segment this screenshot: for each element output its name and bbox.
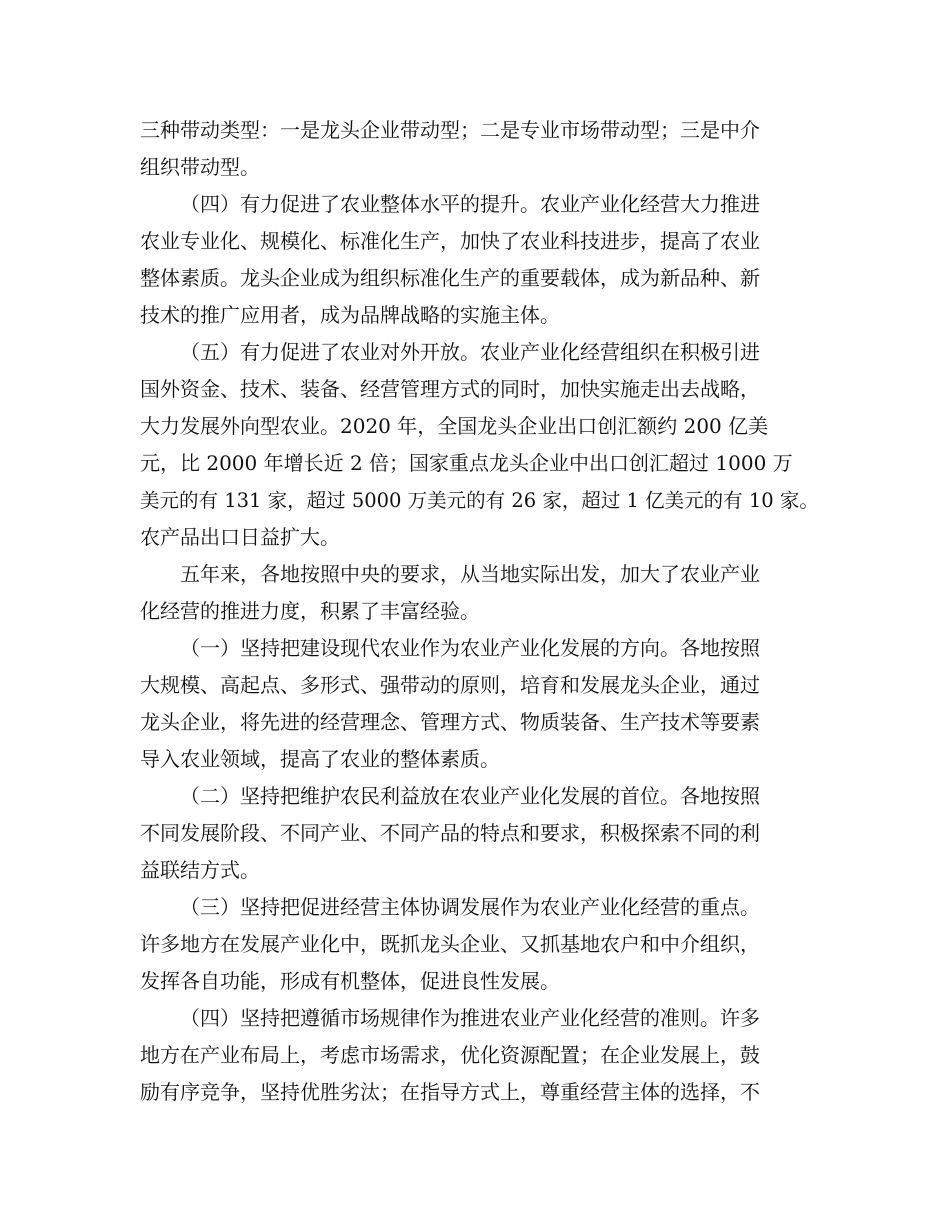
text-line: 五年来，各地按照中央的要求，从当地实际出发，加大了农业产业 (180, 562, 760, 586)
text-line: 农业专业化、规模化、标准化生产，加快了农业科技进步，提高了农业 (140, 229, 760, 253)
document-body (140, 112, 820, 1111)
text-line: （二）坚持把维护农民利益放在农业产业化发展的首位。各地按照 (180, 784, 760, 808)
text-line: 国外资金、技术、装备、经营管理方式的同时，加快实施走出去战略， (140, 377, 760, 401)
text-line: （三）坚持把促进经营主体协调发展作为农业产业化经营的重点。 (180, 895, 760, 919)
text-line: 发挥各自功能，形成有机整体，促进良性发展。 (140, 969, 560, 993)
text-line: 美元的有 131 家，超过 5000 万美元的有 26 家，超过 1 亿美元的有 10 家。 (140, 489, 819, 512)
text-line: 导入农业领域，提高了农业的整体素质。 (140, 747, 500, 771)
text-line: 大力发展外向型农业。2020 年，全国龙头企业出口创汇额约 200 亿美 (140, 414, 769, 438)
text-line: 益联结方式。 (140, 858, 260, 882)
text-line: 龙头企业，将先进的经营理念、管理方式、物质装备、生产技术等要素 (140, 710, 760, 734)
text-line: 化经营的推进力度，积累了丰富经验。 (140, 599, 480, 623)
text-line: （五）有力促进了农业对外开放。农业产业化经营组织在积极引进 (180, 340, 760, 364)
text-line: 组织带动型。 (140, 155, 260, 179)
text-line: 三种带动类型：一是龙头企业带动型；二是专业市场带动型；三是中介 (140, 118, 760, 142)
text-line: （四）有力促进了农业整体水平的提升。农业产业化经营大力推进 (180, 192, 760, 216)
text-line: 大规模、高起点、多形式、强带动的原则，培育和发展龙头企业，通过 (140, 673, 760, 697)
text-line: 技术的推广应用者，成为品牌战略的实施主体。 (140, 303, 560, 327)
text-line: 许多地方在发展产业化中，既抓龙头企业、又抓基地农户和中介组织， (140, 932, 760, 956)
text-line: 地方在产业布局上，考虑市场需求，优化资源配置；在企业发展上，鼓 (140, 1043, 760, 1067)
text-line: 农产品出口日益扩大。 (140, 525, 340, 549)
text-line: 不同发展阶段、不同产业、不同产品的特点和要求，积极探索不同的利 (140, 821, 760, 845)
text-line: （一）坚持把建设现代农业作为农业产业化发展的方向。各地按照 (180, 636, 760, 660)
text-line: 励有序竞争，坚持优胜劣汰；在指导方式上，尊重经营主体的选择，不 (140, 1080, 760, 1104)
text-line: 元，比 2000 年增长近 2 倍；国家重点龙头企业中出口创汇超过 1000 万 (140, 451, 793, 475)
text-line: （四）坚持把遵循市场规律作为推进农业产业化经营的准则。许多 (180, 1006, 760, 1030)
text-line: 整体素质。龙头企业成为组织标准化生产的重要载体，成为新品种、新 (140, 266, 760, 290)
